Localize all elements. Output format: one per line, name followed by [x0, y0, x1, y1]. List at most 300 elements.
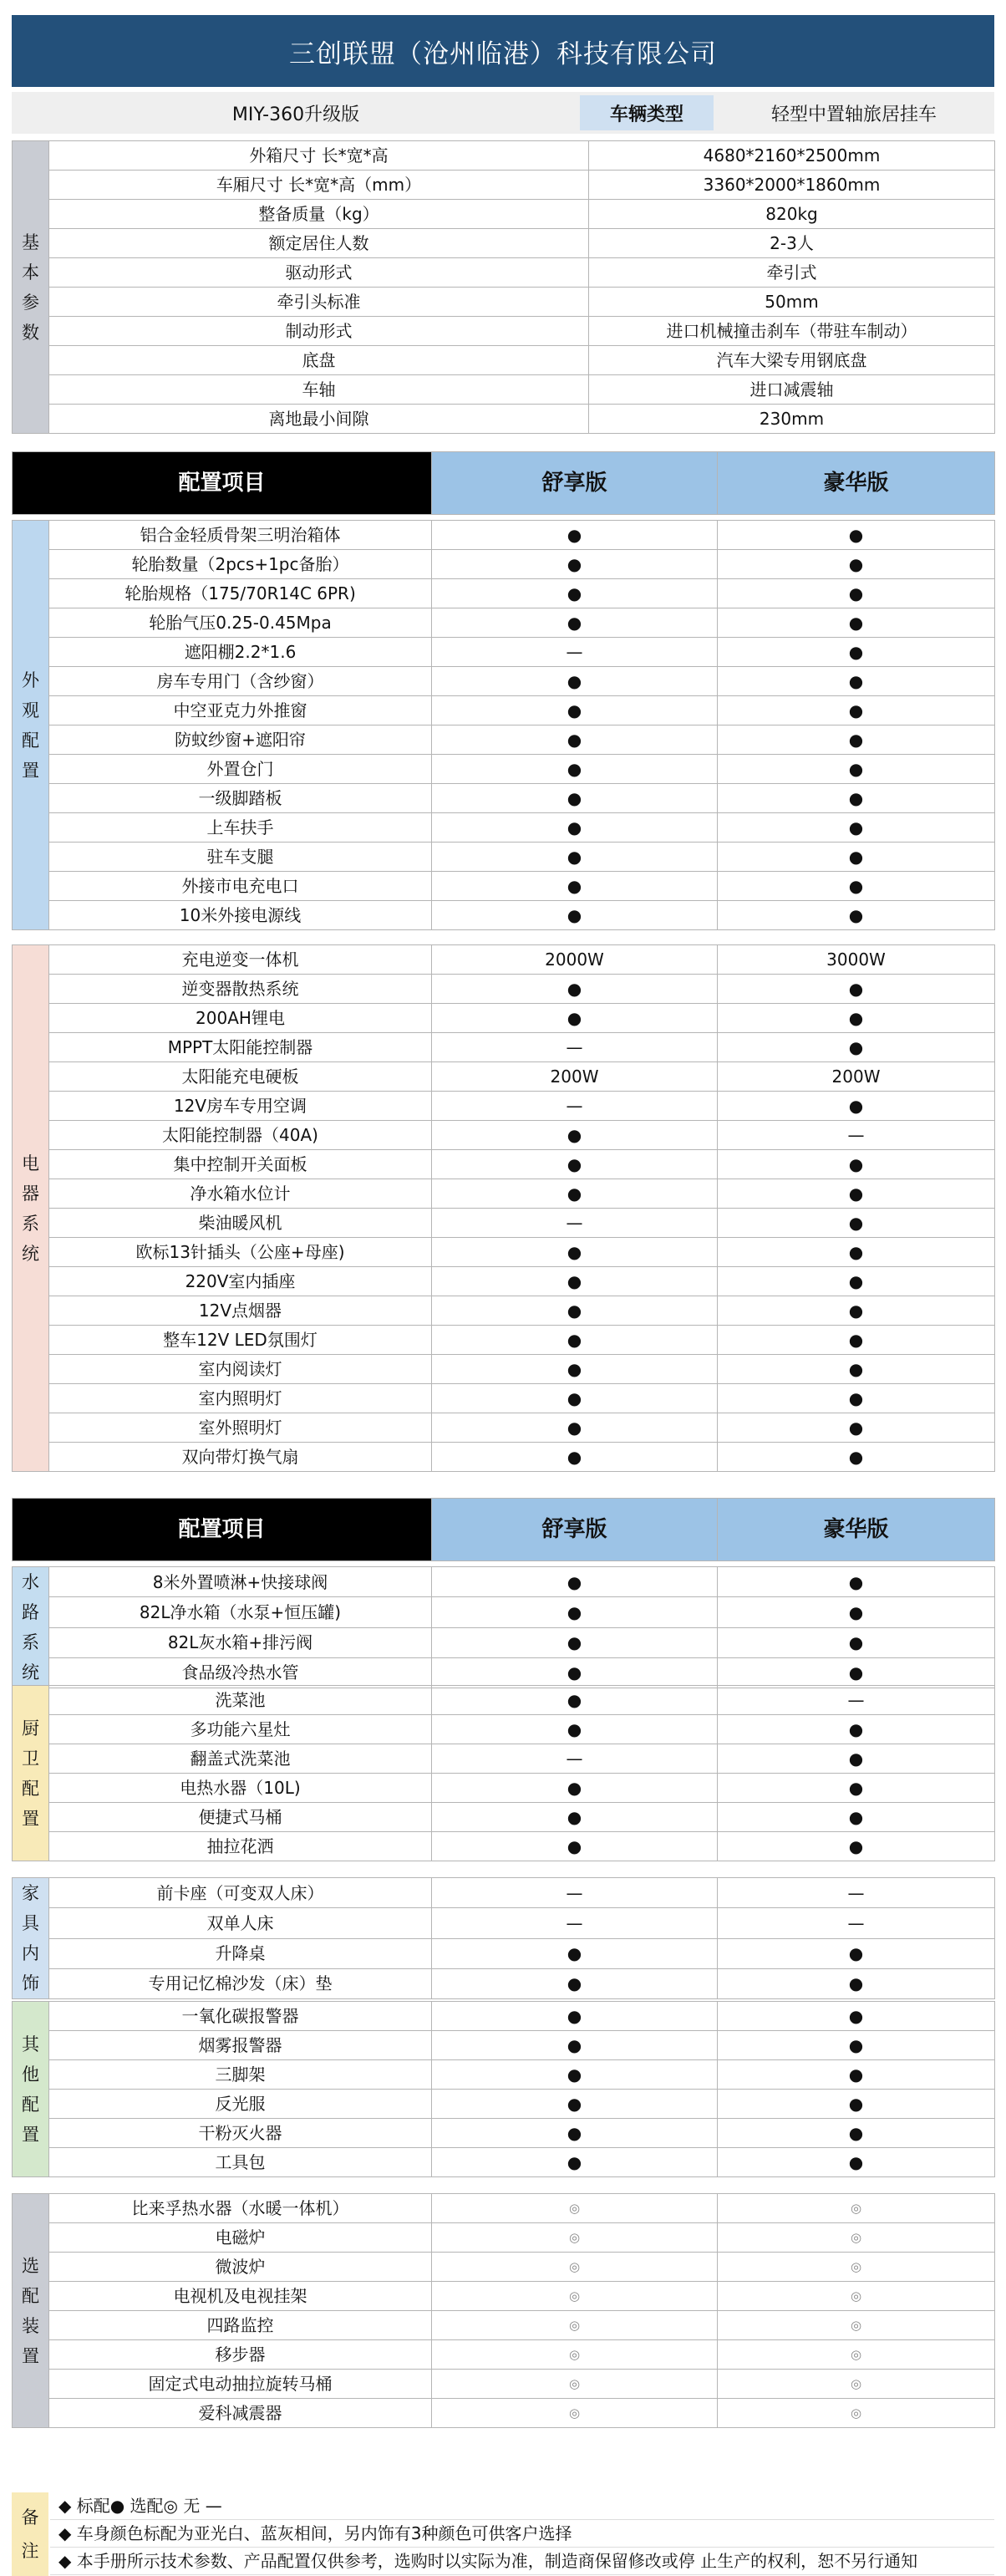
version-1-value: 2000W — [432, 945, 718, 975]
table-row — [13, 608, 995, 638]
table-row — [13, 1413, 995, 1443]
other-category — [13, 2002, 49, 2177]
version-2-value: ● — [718, 901, 995, 930]
table-row — [13, 1686, 995, 1715]
version-2-value: ● — [718, 608, 995, 638]
item-label: 爱科减震器 — [49, 2399, 432, 2428]
header-item: 配置项目 — [13, 1499, 432, 1561]
version-1-value: ● — [432, 1774, 718, 1803]
version-1-value: ● — [432, 608, 718, 638]
water-category — [13, 1567, 49, 1688]
version-1-value: ● — [432, 1413, 718, 1443]
item-label: 烟雾报警器 — [49, 2031, 432, 2060]
table-row — [13, 725, 995, 755]
item-label: 移步器 — [49, 2340, 432, 2370]
version-1-value: ● — [432, 2090, 718, 2119]
param-label: 底盘 — [49, 346, 589, 375]
version-1-value: ● — [432, 1443, 718, 1472]
table-row — [13, 945, 995, 975]
table-row — [13, 1296, 995, 1326]
version-1-value: ◎ — [432, 2399, 718, 2428]
version-2-value: ● — [718, 1715, 995, 1744]
category-char: 卫 — [22, 1748, 39, 1769]
optional-table — [12, 2193, 995, 2428]
version-1-value: — — [432, 638, 718, 667]
item-label: 洗菜池 — [49, 1686, 432, 1715]
item-label: 三脚架 — [49, 2060, 432, 2090]
table-row — [13, 2399, 995, 2428]
table-row — [13, 667, 995, 696]
version-1-value: ● — [432, 1326, 718, 1355]
version-1-value: ● — [432, 901, 718, 930]
version-2-value: ● — [718, 1150, 995, 1179]
version-2-value: ● — [718, 1744, 995, 1774]
version-2-value: ● — [718, 1326, 995, 1355]
param-label: 整备质量（kg） — [49, 200, 589, 229]
version-2-value: — — [718, 1878, 995, 1908]
version-1-value: ● — [432, 1803, 718, 1832]
item-label: 太阳能充电硬板 — [49, 1062, 432, 1092]
category-char: 统 — [22, 1662, 39, 1683]
item-label: 220V室内插座 — [49, 1267, 432, 1296]
version-1-value: ● — [432, 2148, 718, 2177]
item-label: 多功能六星灶 — [49, 1715, 432, 1744]
category-char: 系 — [22, 1213, 39, 1234]
version-1-value: ● — [432, 1355, 718, 1384]
table-row — [13, 1179, 995, 1209]
table-row — [13, 2119, 995, 2148]
param-label: 车轴 — [49, 375, 589, 405]
version-1-value: ● — [432, 1004, 718, 1033]
item-label: 净水箱水位计 — [49, 1179, 432, 1209]
item-label: 电磁炉 — [49, 2223, 432, 2253]
table-row — [13, 171, 995, 200]
version-1-value: ◎ — [432, 2223, 718, 2253]
furniture-table — [12, 1877, 995, 1999]
table-row — [13, 141, 995, 171]
version-1-value: — — [432, 1744, 718, 1774]
category-char: 饰 — [22, 1973, 39, 1993]
version-2-value: ● — [718, 1774, 995, 1803]
table-row — [13, 1968, 995, 1998]
version-1-value: ● — [432, 1296, 718, 1326]
category-char: 配 — [22, 2094, 39, 2115]
item-label: 柴油暖风机 — [49, 1209, 432, 1238]
item-label: 中空亚克力外推窗 — [49, 696, 432, 725]
param-value: 50mm — [589, 288, 995, 317]
item-label: 便捷式马桶 — [49, 1803, 432, 1832]
item-label: 室外照明灯 — [49, 1413, 432, 1443]
category-char: 装 — [22, 2315, 39, 2336]
item-label: 整车12V LED氛围灯 — [49, 1326, 432, 1355]
category-char: 置 — [22, 2124, 39, 2145]
table-row — [13, 2090, 995, 2119]
version-2-value: ● — [718, 755, 995, 784]
version-2-value: ● — [718, 667, 995, 696]
version-1-value: ◎ — [432, 2194, 718, 2223]
vehicle-type-value: 轻型中置轴旅居挂车 — [770, 104, 937, 125]
version-2-value: ◎ — [718, 2311, 995, 2340]
header-version-2: 豪华版 — [718, 452, 995, 515]
other-table — [12, 2001, 995, 2177]
version-2-value: ● — [718, 2031, 995, 2060]
model-name: MIY-360升级版 — [231, 104, 360, 125]
version-2-value: — — [718, 1908, 995, 1938]
table-row — [13, 2282, 995, 2311]
category-char: 配 — [22, 1778, 39, 1799]
version-2-value: ● — [718, 1968, 995, 1998]
version-1-value: ● — [432, 725, 718, 755]
item-label: 驻车支腿 — [49, 843, 432, 872]
version-2-value: 3000W — [718, 945, 995, 975]
param-value: 230mm — [589, 405, 995, 434]
table-row — [13, 288, 995, 317]
version-1-value: — — [432, 1209, 718, 1238]
param-label: 额定居住人数 — [49, 229, 589, 258]
config-header — [12, 451, 995, 515]
version-1-value: ● — [432, 521, 718, 550]
exterior-category — [13, 521, 49, 930]
version-2-value: ● — [718, 1627, 995, 1657]
table-row — [13, 1878, 995, 1908]
item-label: 固定式电动抽拉旋转马桶 — [49, 2370, 432, 2399]
table-row — [13, 1238, 995, 1267]
item-label: 抽拉花洒 — [49, 1832, 432, 1861]
category-char: 本 — [22, 262, 39, 283]
version-1-value: ● — [432, 696, 718, 725]
table-row — [13, 2340, 995, 2370]
electric-category — [13, 945, 49, 1472]
version-1-value: ● — [432, 1597, 718, 1627]
version-2-value: ● — [718, 1209, 995, 1238]
item-label: 前卡座（可变双人床） — [49, 1878, 432, 1908]
item-label: 微波炉 — [49, 2253, 432, 2282]
param-value: 3360*2000*1860mm — [589, 171, 995, 200]
table-row — [13, 2002, 995, 2031]
category-char: 置 — [22, 2345, 39, 2366]
table-row — [13, 1004, 995, 1033]
version-1-value: ● — [432, 2119, 718, 2148]
item-label: 轮胎数量（2pcs+1pc备胎） — [49, 550, 432, 579]
item-label: 一级脚踏板 — [49, 784, 432, 813]
version-1-value: — — [432, 1878, 718, 1908]
version-2-value: ● — [718, 1803, 995, 1832]
table-row — [13, 1384, 995, 1413]
item-label: 12V房车专用空调 — [49, 1092, 432, 1121]
version-1-value: ◎ — [432, 2340, 718, 2370]
table-row — [13, 2148, 995, 2177]
version-1-value: ● — [432, 784, 718, 813]
version-2-value: ● — [718, 521, 995, 550]
item-label: 太阳能控制器（40A) — [49, 1121, 432, 1150]
table-row — [13, 1355, 995, 1384]
version-2-value: ● — [718, 1267, 995, 1296]
table-row — [13, 1774, 995, 1803]
item-label: 食品级冷热水管 — [49, 1657, 432, 1688]
version-2-value: ● — [718, 638, 995, 667]
table-row — [13, 258, 995, 288]
item-label: 双向带灯换气扇 — [49, 1443, 432, 1472]
config-header-2 — [12, 1498, 995, 1561]
table-row — [13, 1326, 995, 1355]
version-1-value: ● — [432, 843, 718, 872]
item-label: 室内阅读灯 — [49, 1355, 432, 1384]
item-label: 干粉灭火器 — [49, 2119, 432, 2148]
category-char: 配 — [22, 2285, 39, 2306]
category-char: 路 — [22, 1602, 39, 1622]
table-row — [13, 2031, 995, 2060]
item-label: 欧标13针插头（公座+母座) — [49, 1238, 432, 1267]
table-row — [13, 2253, 995, 2282]
water-table — [12, 1566, 995, 1688]
item-label: 专用记忆棉沙发（床）垫 — [49, 1968, 432, 1998]
version-1-value: ● — [432, 1121, 718, 1150]
param-value: 820kg — [589, 200, 995, 229]
param-label: 制动形式 — [49, 317, 589, 346]
version-2-value: ● — [718, 1657, 995, 1688]
version-2-value: ● — [718, 2119, 995, 2148]
category-char: 他 — [22, 2064, 39, 2085]
table-row — [13, 346, 995, 375]
category-char: 家 — [22, 1883, 39, 1903]
item-label: 轮胎规格（175/70R14C 6PR) — [49, 579, 432, 608]
version-2-value: ● — [718, 2090, 995, 2119]
category-char: 系 — [22, 1632, 39, 1652]
param-label: 车厢尺寸 长*宽*高（mm） — [49, 171, 589, 200]
note-line: ◆ 车身颜色标配为亚光白、蓝灰相间，另内饰有3种颜色可供客户选择 — [50, 2520, 994, 2548]
version-2-value: ● — [718, 784, 995, 813]
version-1-value: ◎ — [432, 2282, 718, 2311]
optional-category — [13, 2194, 49, 2428]
version-2-value: ● — [718, 1567, 995, 1597]
table-row — [13, 1657, 995, 1688]
version-1-value: ● — [432, 813, 718, 843]
version-1-value: ● — [432, 2060, 718, 2090]
category-char: 注 — [21, 2541, 39, 2561]
table-row — [13, 1938, 995, 1968]
item-label: 上车扶手 — [49, 813, 432, 843]
table-row — [13, 755, 995, 784]
table-row — [13, 2370, 995, 2399]
item-label: 8米外置喷淋+快接球阀 — [49, 1567, 432, 1597]
version-1-value: ● — [432, 1267, 718, 1296]
category-char: 观 — [22, 700, 39, 720]
version-2-value: ● — [718, 1443, 995, 1472]
basic-category — [13, 141, 49, 434]
basic-params-table — [12, 140, 995, 434]
item-label: 电视机及电视挂架 — [49, 2282, 432, 2311]
item-label: 工具包 — [49, 2148, 432, 2177]
table-row — [13, 1209, 995, 1238]
version-2-value: ● — [718, 2002, 995, 2031]
item-label: 外接市电充电口 — [49, 872, 432, 901]
version-2-value: ● — [718, 696, 995, 725]
table-row — [13, 2194, 995, 2223]
param-label: 离地最小间隙 — [49, 405, 589, 434]
version-1-value: ● — [432, 1179, 718, 1209]
param-value: 2-3人 — [589, 229, 995, 258]
item-label: 遮阳棚2.2*1.6 — [49, 638, 432, 667]
table-row — [13, 1150, 995, 1179]
version-1-value: ● — [432, 1715, 718, 1744]
version-2-value: ● — [718, 550, 995, 579]
header-version-1: 舒享版 — [432, 1499, 718, 1561]
item-label: 82L灰水箱+排污阀 — [49, 1627, 432, 1657]
company-title: 三创联盟（沧州临港）科技有限公司 — [12, 15, 994, 87]
param-value: 汽车大梁专用钢底盘 — [589, 346, 995, 375]
version-1-value: — — [432, 1092, 718, 1121]
version-1-value: ● — [432, 1686, 718, 1715]
note-line: ◆ 标配● 选配◎ 无 — — [50, 2492, 994, 2520]
item-label: 反光服 — [49, 2090, 432, 2119]
home-category — [13, 1878, 49, 1999]
table-row — [13, 1908, 995, 1938]
item-label: 集中控制开关面板 — [49, 1150, 432, 1179]
category-char: 置 — [22, 760, 39, 781]
category-char: 选 — [22, 2255, 39, 2276]
version-2-value: 200W — [718, 1062, 995, 1092]
item-label: 82L净水箱（水泵+恒压罐) — [49, 1597, 432, 1627]
version-2-value: — — [718, 1121, 995, 1150]
table-row — [13, 1443, 995, 1472]
item-label: 室内照明灯 — [49, 1384, 432, 1413]
table-row — [13, 579, 995, 608]
version-1-value: ● — [432, 2031, 718, 2060]
version-2-value: ● — [718, 813, 995, 843]
version-2-value: ◎ — [718, 2282, 995, 2311]
version-2-value: — — [718, 1686, 995, 1715]
version-2-value: ● — [718, 975, 995, 1004]
version-2-value: ● — [718, 872, 995, 901]
table-row — [13, 1832, 995, 1861]
model-row — [12, 92, 994, 134]
item-label: 双单人床 — [49, 1908, 432, 1938]
version-2-value: ● — [718, 725, 995, 755]
version-2-value: ◎ — [718, 2370, 995, 2399]
version-2-value: ● — [718, 1832, 995, 1861]
category-char: 厨 — [22, 1718, 39, 1739]
version-1-value: ● — [432, 1832, 718, 1861]
item-label: 12V点烟器 — [49, 1296, 432, 1326]
version-1-value: ● — [432, 2002, 718, 2031]
version-2-value: ● — [718, 1033, 995, 1062]
table-row — [13, 1567, 995, 1597]
version-1-value: ● — [432, 550, 718, 579]
table-row — [13, 1715, 995, 1744]
table-row — [13, 872, 995, 901]
version-1-value: ● — [432, 1150, 718, 1179]
header-item: 配置项目 — [13, 452, 432, 515]
version-2-value: ● — [718, 2060, 995, 2090]
param-label: 外箱尺寸 长*宽*高 — [49, 141, 589, 171]
param-value: 4680*2160*2500mm — [589, 141, 995, 171]
table-row — [13, 1033, 995, 1062]
item-label: 房车专用门（含纱窗） — [49, 667, 432, 696]
item-label: 比来孚热水器（水暖一体机） — [49, 2194, 432, 2223]
version-2-value: ● — [718, 843, 995, 872]
version-1-value: ● — [432, 975, 718, 1004]
param-label: 驱动形式 — [49, 258, 589, 288]
item-label: 升降桌 — [49, 1938, 432, 1968]
version-2-value: ● — [718, 1004, 995, 1033]
notes-body — [50, 2492, 994, 2576]
version-1-value: 200W — [432, 1062, 718, 1092]
table-row — [13, 550, 995, 579]
item-label: MPPT太阳能控制器 — [49, 1033, 432, 1062]
param-label: 牵引头标准 — [49, 288, 589, 317]
version-1-value: ● — [432, 579, 718, 608]
table-row — [13, 375, 995, 405]
table-row — [13, 2060, 995, 2090]
note-line: ◆ 本手册所示技术参数、产品配置仅供参考，选购时以实际为准，制造商保留修改或停 止生产的权利，恕不另行通知 — [50, 2548, 994, 2575]
version-2-value: ● — [718, 1938, 995, 1968]
table-row — [13, 2311, 995, 2340]
version-2-value: ◎ — [718, 2340, 995, 2370]
table-row — [13, 1627, 995, 1657]
table-row — [13, 317, 995, 346]
table-row — [13, 2223, 995, 2253]
param-value: 进口减震轴 — [589, 375, 995, 405]
vehicle-type-label: 车辆类型 — [580, 95, 714, 130]
category-char: 外 — [22, 669, 39, 690]
category-char: 器 — [22, 1183, 39, 1204]
table-row — [13, 229, 995, 258]
version-1-value: ● — [432, 1627, 718, 1657]
item-label: 铝合金轻质骨架三明治箱体 — [49, 521, 432, 550]
param-value: 牵引式 — [589, 258, 995, 288]
category-char: 内 — [22, 1943, 39, 1963]
version-1-value: ◎ — [432, 2253, 718, 2282]
version-2-value: ● — [718, 1384, 995, 1413]
notes — [12, 2492, 994, 2576]
category-char: 配 — [22, 730, 39, 751]
version-1-value: ◎ — [432, 2311, 718, 2340]
version-2-value: ● — [718, 1092, 995, 1121]
table-row — [13, 1597, 995, 1627]
table-row — [13, 784, 995, 813]
exterior-table — [12, 520, 995, 930]
item-label: 防蚊纱窗+遮阳帘 — [49, 725, 432, 755]
version-1-value: ● — [432, 1968, 718, 1998]
table-row — [13, 521, 995, 550]
version-1-value: ● — [432, 1238, 718, 1267]
table-row — [13, 638, 995, 667]
item-label: 一氧化碳报警器 — [49, 2002, 432, 2031]
header-version-2: 豪华版 — [718, 1499, 995, 1561]
version-2-value: ● — [718, 1413, 995, 1443]
item-label: 四路监控 — [49, 2311, 432, 2340]
item-label: 轮胎气压0.25-0.45Mpa — [49, 608, 432, 638]
category-char: 其 — [22, 2034, 39, 2054]
version-1-value: ● — [432, 872, 718, 901]
category-char: 基 — [22, 232, 39, 252]
version-1-value: ● — [432, 1657, 718, 1688]
version-2-value: ◎ — [718, 2223, 995, 2253]
version-2-value: ● — [718, 1179, 995, 1209]
kitchen-category — [13, 1686, 49, 1861]
table-row — [13, 975, 995, 1004]
category-char: 统 — [22, 1243, 39, 1264]
version-2-value: ● — [718, 579, 995, 608]
category-char: 置 — [22, 1808, 39, 1829]
table-row — [13, 1744, 995, 1774]
category-char: 具 — [22, 1913, 39, 1933]
table-row — [13, 1062, 995, 1092]
version-2-value: ● — [718, 1238, 995, 1267]
item-label: 充电逆变一体机 — [49, 945, 432, 975]
version-1-value: ● — [432, 1384, 718, 1413]
version-1-value: ● — [432, 1567, 718, 1597]
